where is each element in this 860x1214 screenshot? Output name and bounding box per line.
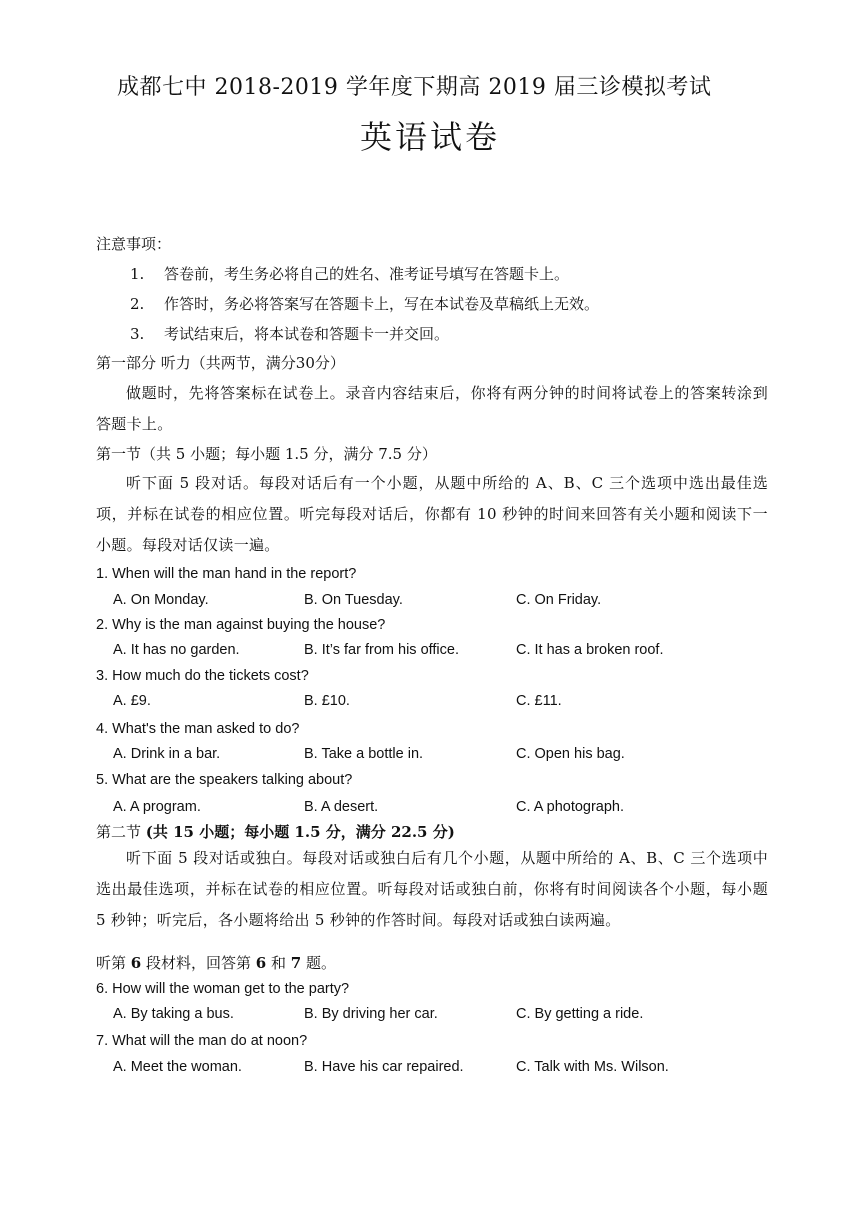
question-stem: 6. How will the woman get to the party?	[96, 981, 350, 997]
option-a: A. On Monday.	[113, 592, 209, 608]
material-number: 6	[130, 954, 142, 972]
option-a: A. £9.	[113, 693, 151, 709]
option-c: C. By getting a ride.	[516, 1006, 644, 1022]
section1-heading: 第一节（共 5 小题；每小题 1.5 分，满分 7.5 分）	[96, 445, 437, 463]
question-stem: 5. What are the speakers talking about?	[96, 772, 353, 788]
material-text: 题。	[301, 954, 336, 972]
question-number: 7	[290, 954, 302, 972]
option-a: A. A program.	[113, 799, 201, 815]
material-text: 和	[266, 954, 291, 972]
option-b: B. Take a bottle in.	[304, 746, 424, 762]
notice-item	[130, 264, 569, 284]
notice-item	[130, 294, 599, 314]
notice-item-text: 考试结束后，将本试卷和答题卡一并交回。	[164, 325, 450, 343]
option-b: B. Have his car repaired.	[304, 1059, 464, 1075]
section2-instruction: 听下面 5 段对话或独白。每段对话或独白后有几个小题，从题中所给的 A、B、C 三个选项中选出最佳选项，并标在试卷的相应位置。听每段对话或独白前，你将有时间阅读各个小题，每小题 5 秒钟；听完后，各小题将给出 5 秒钟的作答时间。每段对话或独白读两遍。	[96, 849, 768, 929]
option-b: B. By driving her car.	[304, 1006, 438, 1022]
option-a: A. By taking a bus.	[113, 1006, 234, 1022]
option-b: B. A desert.	[304, 799, 379, 815]
notice-item	[130, 324, 449, 344]
option-a: A. It has no garden.	[113, 642, 240, 658]
notice-item-number: 2.	[130, 295, 145, 313]
material-text: 段材料，回答第	[141, 954, 256, 972]
material-heading	[96, 953, 336, 973]
section1-instruction: 听下面 5 段对话。每段对话后有一个小题，从题中所给的 A、B、C 三个选项中选出最佳选项，并标在试卷的相应位置。听完每段对话后，你都有 10 秒钟的时间来回答有关小题和阅读下一小题。每段对话仅读一遍。	[96, 474, 768, 554]
notice-item-number: 1.	[130, 265, 145, 283]
option-c: C. Talk with Ms. Wilson.	[516, 1059, 669, 1075]
option-b: B. £10.	[304, 693, 350, 709]
option-c: C. Open his bag.	[516, 746, 625, 762]
part1-instruction: 做题时，先将答案标在试卷上。录音内容结束后，你将有两分钟的时间将试卷上的答案转涂到答题卡上。	[96, 384, 768, 433]
notice-item-text: 作答时，务必将答案写在答题卡上，写在本试卷及草稿纸上无效。	[164, 295, 600, 313]
exam-subject-title: 英语试卷	[359, 118, 500, 156]
option-b: B. On Tuesday.	[304, 592, 403, 608]
option-c: C. £11.	[516, 693, 562, 709]
section2-heading-label: 第二节	[96, 823, 146, 841]
option-b: B. It’s far from his office.	[304, 642, 459, 658]
question-stem: 7. What will the man do at noon?	[96, 1033, 308, 1049]
option-a: A. Drink in a bar.	[113, 746, 221, 762]
option-c: C. A photograph.	[516, 799, 625, 815]
question-stem: 1. When will the man hand in the report?	[96, 566, 357, 582]
notice-item-number: 3.	[130, 325, 145, 343]
option-c: C. On Friday.	[516, 592, 602, 608]
exam-title: 成都七中 2018-2019 学年度下期高 2019 届三诊模拟考试	[117, 75, 712, 100]
section2-heading-score: (共 15 小题；每小题 1.5 分，满分 22.5 分)	[145, 823, 455, 841]
question-stem: 2. Why is the man against buying the house?	[96, 617, 386, 633]
notice-heading: 注意事项：	[96, 235, 172, 253]
question-number: 6	[255, 954, 267, 972]
question-stem: 3. How much do the tickets cost?	[96, 668, 309, 684]
option-c: C. It has a broken roof.	[516, 642, 664, 658]
section2-heading	[96, 822, 455, 842]
part1-heading: 第一部分 听力（共两节，满分30分）	[96, 354, 345, 372]
notice-item-text: 答卷前，考生务必将自己的姓名、准考证号填写在答题卡上。	[164, 265, 570, 283]
material-text: 听第	[96, 954, 131, 972]
option-a: A. Meet the woman.	[113, 1059, 242, 1075]
question-stem: 4. What's the man asked to do?	[96, 721, 300, 737]
